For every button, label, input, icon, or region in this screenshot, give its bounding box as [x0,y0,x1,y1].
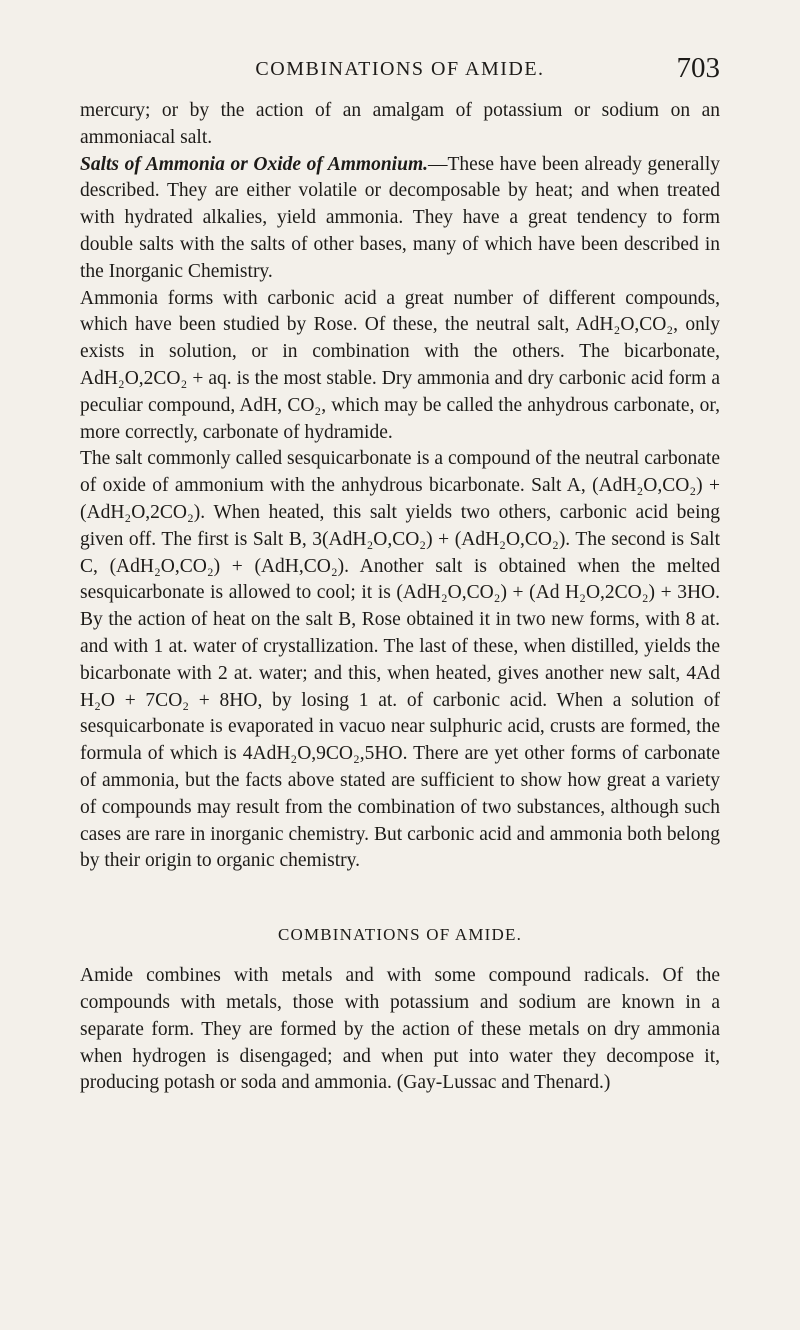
section-heading: COMBINATIONS OF AMIDE. [277,925,523,945]
paragraph-lead-heading: Salts of Ammonia or Oxide of Ammonium. [80,153,428,175]
page-number: 703 [676,52,720,84]
paragraph-salts-of-ammonia [80,152,720,286]
paragraph-carbonates: Ammonia forms with carbonic acid a great number of different compounds, which have been studied by Rose. Of these, the neutral salt, AdH₂O,CO₂, only exists in solution, or in combination with the others. The bicarbonate, AdH₂O,2CO₂ + aq. is the most stable. Dry ammonia and dry carbonic acid form a peculiar compound, AdH, CO₂, which may be called the anhydrous carbonate, or, more correctly, carbonate of hydramide. [80,287,720,443]
paragraph-amide: Amide combines with metals and with some compound radicals. Of the compounds with metals, those with potassium and sodium are known in a separate form. They are formed by the action of these metals on dry ammonia when hydrogen is disengaged; and when put into water they decompose it, producing potash or soda and ammonia. (Gay-Lussac and Thenard.) [80,965,720,1094]
running-head [80,52,720,98]
paragraph-sesquicarbonate: The salt commonly called sesquicarbonate is a compound of the neutral carbonate of oxide of ammonium with the anhydrous bicarbonate. Salt A, (AdH₂O,CO₂) + (AdH₂O,2CO₂). When heated, this salt yields two others, carbonic acid being given off. The first is Salt B, 3(AdH₂O,CO₂) + (AdH₂O,CO₂). The second is Salt C, (AdH₂O,CO₂) + (AdH,CO₂). Another salt is obtained when the melted sesquicarbonate is allowed to cool; it is (AdH₂O,CO₂) + (Ad H₂O,2CO₂) + 3HO. By the action of heat on the salt B, Rose obtained it in two new forms, with 8 at. and with 1 at. water of crystallization. The last of these, when distilled, yields the bicarbonate with 2 at. water; and this, when heated, gives another new salt, 4Ad H₂O + 7CO₂ + 8HO, by losing 1 at. of carbonic acid. When a solution of sesquicarbonate is evaporated in vacuo near sulphuric acid, crusts are formed, the formula of which is 4AdH₂O,9CO₂,5HO. There are yet other forms of carbonate of ammonia, but the facts above stated are sufficient to show how great a variety of compounds may result from the combination of two substances, although such cases are rare in inorganic chemistry. But carbonic acid and ammonia both belong by their origin to organic chemistry. [80,448,720,872]
running-title: COMBINATIONS OF AMIDE. [255,58,545,80]
paragraph-body: —These have been already generally described. They are either volatile or decomposable by heat; and when treated with hydrated alkalies, yield ammonia. They have a great tendency to form double salts with the salts of other bases, many of which have been described in the Inorganic Chemistry. [80,153,720,282]
paragraph-continuation: mercury; or by the action of an amalgam of potassium or sodium on an ammoniacal salt. [80,100,720,148]
